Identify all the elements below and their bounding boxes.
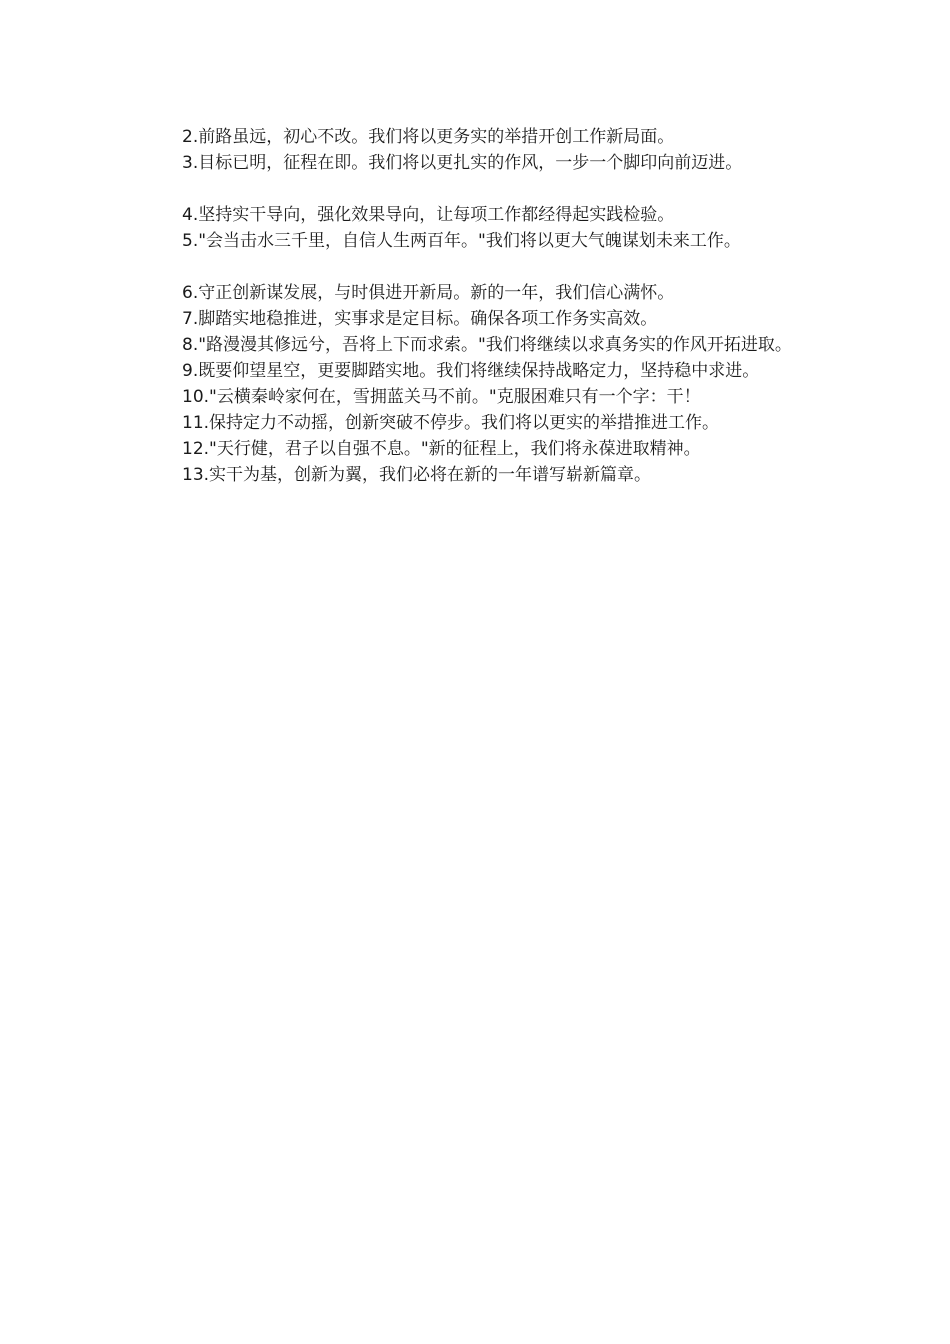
paragraph-3: 3.目标已明，征程在即。我们将以更扎实的作风，一步一个脚印向前迈进。 bbox=[182, 153, 743, 173]
paragraph-8: 8."路漫漫其修远兮，吾将上下而求索。"我们将继续以求真务实的作风开拓进取。 bbox=[182, 335, 792, 355]
blank-line bbox=[144, 254, 824, 280]
paragraph-4: 4.坚持实干导向，强化效果导向，让每项工作都经得起实践检验。 bbox=[182, 205, 675, 225]
paragraph-13: 13.实干为基，创新为翼，我们必将在新的一年谱写崭新篇章。 bbox=[182, 465, 652, 485]
document-body bbox=[144, 124, 824, 488]
paragraph-5: 5."会当击水三千里，自信人生两百年。"我们将以更大气魄谋划未来工作。 bbox=[182, 231, 741, 251]
paragraph-9: 9.既要仰望星空，更要脚踏实地。我们将继续保持战略定力，坚持稳中求进。 bbox=[182, 361, 760, 381]
paragraph-10: 10."云横秦岭家何在，雪拥蓝关马不前。"克服困难只有一个字：干！ bbox=[182, 387, 701, 407]
paragraph-7: 7.脚踏实地稳推进，实事求是定目标。确保各项工作务实高效。 bbox=[182, 309, 658, 329]
paragraph-2: 2.前路虽远，初心不改。我们将以更务实的举措开创工作新局面。 bbox=[182, 127, 675, 147]
paragraph-6: 6.守正创新谋发展，与时俱进开新局。新的一年，我们信心满怀。 bbox=[182, 283, 675, 303]
blank-line bbox=[144, 176, 824, 202]
paragraph-12: 12."天行健，君子以自强不息。"新的征程上，我们将永葆进取精神。 bbox=[182, 439, 701, 459]
paragraph-11: 11.保持定力不动摇，创新突破不停步。我们将以更实的举措推进工作。 bbox=[182, 413, 720, 433]
